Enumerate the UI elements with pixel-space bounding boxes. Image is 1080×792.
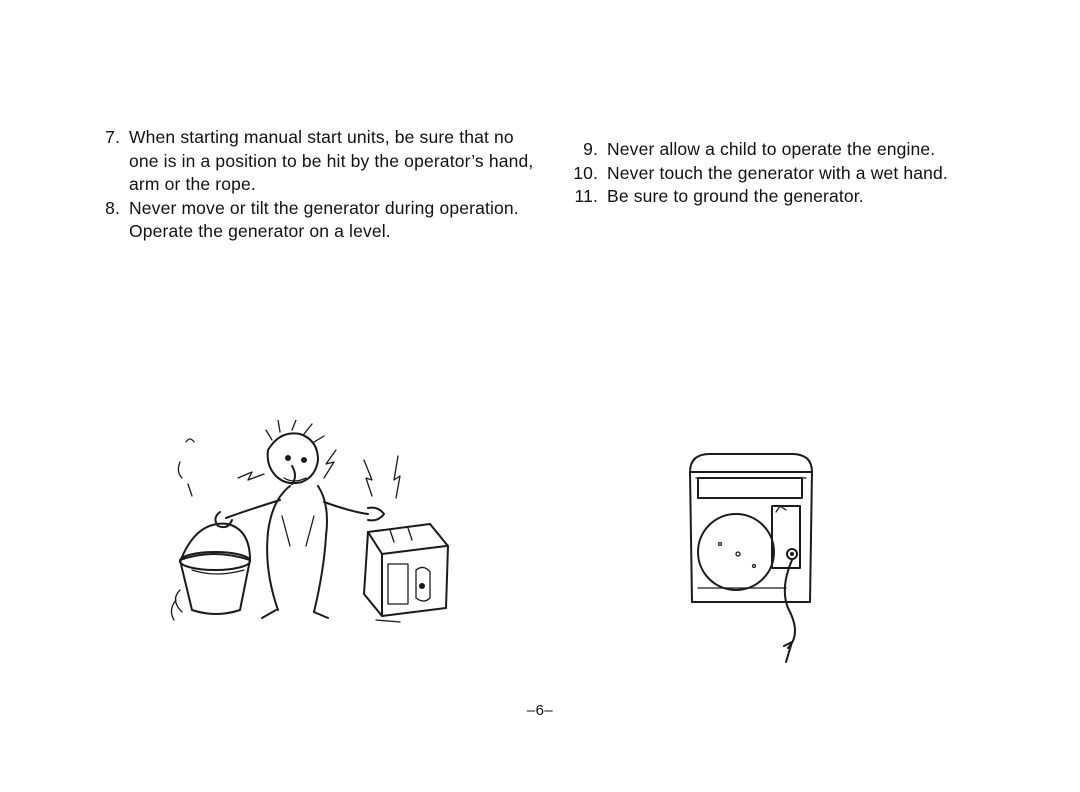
item-text: Be sure to ground the generator. bbox=[607, 186, 864, 206]
item-text: When starting manual start units, be sure that no one is in a position to be hit by the operator’s hand, arm or the rope. bbox=[129, 127, 534, 194]
item-text: Never move or tilt the generator during operation. Operate the generator on a level. bbox=[129, 197, 519, 241]
list-item bbox=[98, 197, 538, 244]
safety-list-left bbox=[98, 126, 538, 244]
list-item bbox=[560, 138, 1030, 162]
list-item bbox=[98, 126, 538, 197]
generator-ground-wire-illustration bbox=[676, 448, 826, 666]
safety-list-right bbox=[560, 138, 1030, 209]
list-item bbox=[560, 162, 1030, 186]
item-number: 8. bbox=[105, 197, 120, 218]
list-item bbox=[560, 185, 1030, 209]
item-number: 11. bbox=[574, 186, 598, 206]
item-text: Never allow a child to operate the engine. bbox=[607, 139, 936, 159]
left-column bbox=[98, 126, 538, 244]
electric-shock-illustration bbox=[168, 420, 468, 630]
item-number: 9. bbox=[583, 139, 598, 159]
right-column bbox=[560, 138, 1030, 209]
page-number: –6– bbox=[526, 702, 554, 719]
item-number: 7. bbox=[105, 127, 120, 147]
item-text: Never touch the generator with a wet hand. bbox=[607, 162, 948, 183]
item-number: 10. bbox=[573, 162, 598, 183]
